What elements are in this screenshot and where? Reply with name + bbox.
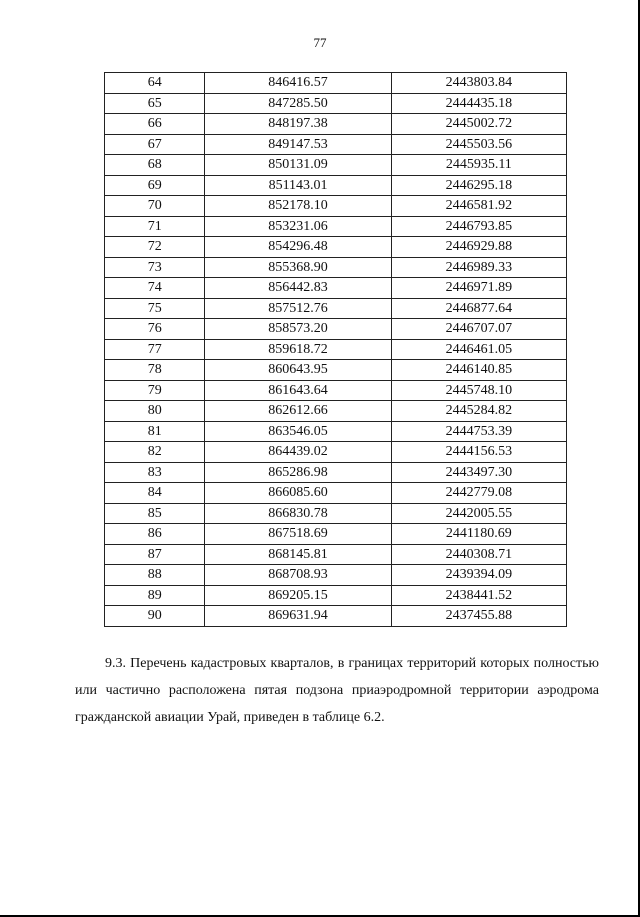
table-row: [105, 503, 567, 524]
table-row: [105, 401, 567, 422]
table-row: [105, 606, 567, 627]
point-number-cell: 70: [105, 196, 205, 217]
y-coordinate-cell: 2445503.56: [391, 134, 566, 155]
point-number-cell: 90: [105, 606, 205, 627]
point-number-cell: 73: [105, 257, 205, 278]
point-number-cell: 79: [105, 380, 205, 401]
table-row: [105, 257, 567, 278]
x-coordinate-cell: 866085.60: [205, 483, 391, 504]
y-coordinate-cell: 2443497.30: [391, 462, 566, 483]
point-number-cell: 71: [105, 216, 205, 237]
paragraph-text: 9.3. Перечень кадастровых кварталов, в границах территорий которых полностью или частично расположена пятая подзона приаэродромной территории аэродрома гражданской авиации Урай, приведен в таблице 6.2.: [75, 656, 599, 725]
x-coordinate-cell: 852178.10: [205, 196, 391, 217]
x-coordinate-cell: 858573.20: [205, 319, 391, 340]
y-coordinate-cell: 2446989.33: [391, 257, 566, 278]
table-row: [105, 360, 567, 381]
x-coordinate-cell: 865286.98: [205, 462, 391, 483]
point-number-cell: 74: [105, 278, 205, 299]
x-coordinate-cell: 869631.94: [205, 606, 391, 627]
point-number-cell: 75: [105, 298, 205, 319]
x-coordinate-cell: 853231.06: [205, 216, 391, 237]
y-coordinate-cell: 2444753.39: [391, 421, 566, 442]
coordinates-table: [104, 72, 567, 627]
y-coordinate-cell: 2446295.18: [391, 175, 566, 196]
x-coordinate-cell: 862612.66: [205, 401, 391, 422]
x-coordinate-cell: 869205.15: [205, 585, 391, 606]
point-number-cell: 83: [105, 462, 205, 483]
table-row: [105, 380, 567, 401]
point-number-cell: 65: [105, 93, 205, 114]
y-coordinate-cell: 2446581.92: [391, 196, 566, 217]
table-row: [105, 155, 567, 176]
x-coordinate-cell: 855368.90: [205, 257, 391, 278]
x-coordinate-cell: 861643.64: [205, 380, 391, 401]
y-coordinate-cell: 2445935.11: [391, 155, 566, 176]
x-coordinate-cell: 868145.81: [205, 544, 391, 565]
x-coordinate-cell: 864439.02: [205, 442, 391, 463]
section-9-3-paragraph: [75, 650, 599, 731]
y-coordinate-cell: 2442005.55: [391, 503, 566, 524]
table-row: [105, 524, 567, 545]
point-number-cell: 66: [105, 114, 205, 135]
y-coordinate-cell: 2438441.52: [391, 585, 566, 606]
table-row: [105, 114, 567, 135]
table-row: [105, 483, 567, 504]
y-coordinate-cell: 2446971.89: [391, 278, 566, 299]
y-coordinate-cell: 2437455.88: [391, 606, 566, 627]
table-row: [105, 175, 567, 196]
point-number-cell: 85: [105, 503, 205, 524]
point-number-cell: 81: [105, 421, 205, 442]
table-row: [105, 237, 567, 258]
x-coordinate-cell: 863546.05: [205, 421, 391, 442]
table-row: [105, 216, 567, 237]
y-coordinate-cell: 2444435.18: [391, 93, 566, 114]
table-row: [105, 442, 567, 463]
y-coordinate-cell: 2442779.08: [391, 483, 566, 504]
table-row: [105, 585, 567, 606]
x-coordinate-cell: 867518.69: [205, 524, 391, 545]
x-coordinate-cell: 859618.72: [205, 339, 391, 360]
x-coordinate-cell: 847285.50: [205, 93, 391, 114]
point-number-cell: 72: [105, 237, 205, 258]
table-row: [105, 73, 567, 94]
point-number-cell: 77: [105, 339, 205, 360]
point-number-cell: 64: [105, 73, 205, 94]
x-coordinate-cell: 851143.01: [205, 175, 391, 196]
x-coordinate-cell: 854296.48: [205, 237, 391, 258]
table-row: [105, 319, 567, 340]
x-coordinate-cell: 849147.53: [205, 134, 391, 155]
point-number-cell: 78: [105, 360, 205, 381]
y-coordinate-cell: 2446793.85: [391, 216, 566, 237]
y-coordinate-cell: 2444156.53: [391, 442, 566, 463]
table-row: [105, 421, 567, 442]
x-coordinate-cell: 848197.38: [205, 114, 391, 135]
y-coordinate-cell: 2441180.69: [391, 524, 566, 545]
y-coordinate-cell: 2439394.09: [391, 565, 566, 586]
y-coordinate-cell: 2446929.88: [391, 237, 566, 258]
y-coordinate-cell: 2445002.72: [391, 114, 566, 135]
coordinates-table-body: [105, 73, 567, 627]
point-number-cell: 68: [105, 155, 205, 176]
table-row: [105, 544, 567, 565]
y-coordinate-cell: 2443803.84: [391, 73, 566, 94]
x-coordinate-cell: 856442.83: [205, 278, 391, 299]
point-number-cell: 76: [105, 319, 205, 340]
x-coordinate-cell: 846416.57: [205, 73, 391, 94]
x-coordinate-cell: 850131.09: [205, 155, 391, 176]
x-coordinate-cell: 866830.78: [205, 503, 391, 524]
y-coordinate-cell: 2446140.85: [391, 360, 566, 381]
y-coordinate-cell: 2440308.71: [391, 544, 566, 565]
point-number-cell: 80: [105, 401, 205, 422]
y-coordinate-cell: 2446877.64: [391, 298, 566, 319]
x-coordinate-cell: 860643.95: [205, 360, 391, 381]
point-number-cell: 88: [105, 565, 205, 586]
table-row: [105, 278, 567, 299]
point-number-cell: 67: [105, 134, 205, 155]
table-row: [105, 134, 567, 155]
table-row: [105, 462, 567, 483]
table-row: [105, 93, 567, 114]
y-coordinate-cell: 2445284.82: [391, 401, 566, 422]
point-number-cell: 82: [105, 442, 205, 463]
table-row: [105, 196, 567, 217]
point-number-cell: 89: [105, 585, 205, 606]
point-number-cell: 69: [105, 175, 205, 196]
table-row: [105, 339, 567, 360]
y-coordinate-cell: 2446707.07: [391, 319, 566, 340]
point-number-cell: 87: [105, 544, 205, 565]
page-number: 77: [313, 35, 327, 50]
point-number-cell: 84: [105, 483, 205, 504]
table-row: [105, 298, 567, 319]
x-coordinate-cell: 868708.93: [205, 565, 391, 586]
y-coordinate-cell: 2446461.05: [391, 339, 566, 360]
point-number-cell: 86: [105, 524, 205, 545]
x-coordinate-cell: 857512.76: [205, 298, 391, 319]
y-coordinate-cell: 2445748.10: [391, 380, 566, 401]
table-row: [105, 565, 567, 586]
